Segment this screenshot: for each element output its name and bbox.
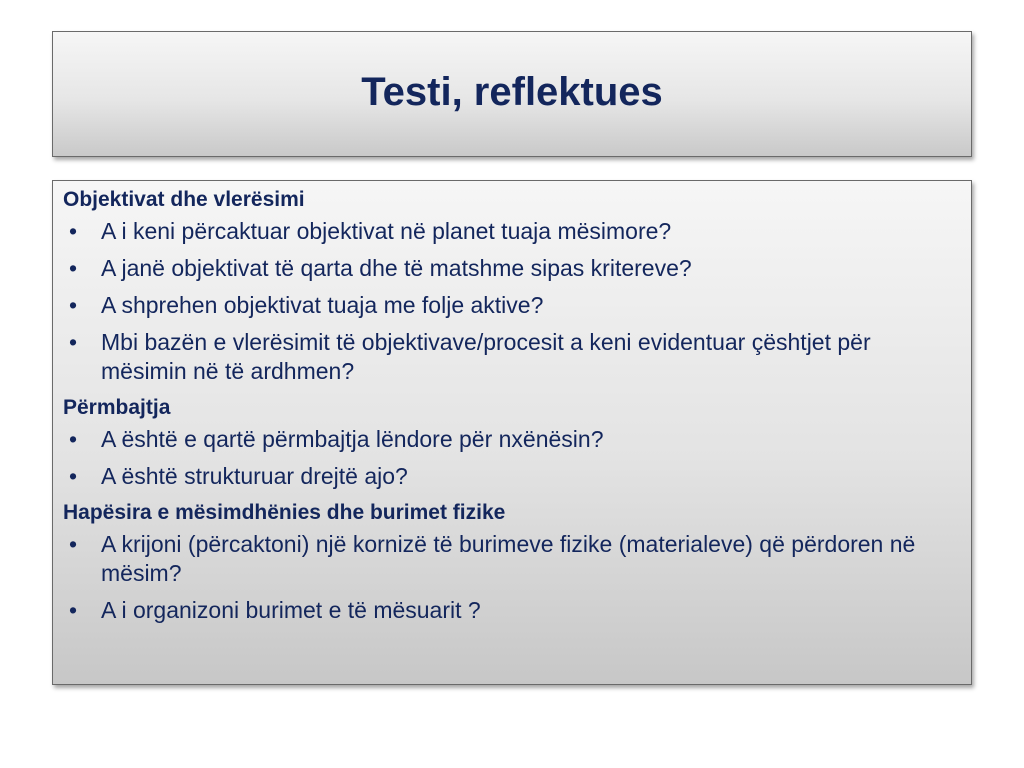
slide-content-box bbox=[52, 180, 972, 685]
slide-title: Testi, reflektues bbox=[361, 69, 663, 114]
bullet-icon: • bbox=[68, 218, 78, 244]
bullet-icon: • bbox=[68, 597, 78, 623]
objectives-list bbox=[63, 217, 957, 386]
section-heading-objectives: Objektivat dhe vlerësimi bbox=[63, 188, 305, 211]
bullet-icon: • bbox=[68, 329, 78, 355]
slide-title-box bbox=[52, 31, 972, 157]
list-item-text: A janë objektivat të qarta dhe të matshme sipas kritereve? bbox=[101, 255, 692, 281]
list-item-text: A është strukturuar drejtë ajo? bbox=[101, 463, 408, 489]
section-heading-content: Përmbajtja bbox=[63, 396, 171, 419]
bullet-icon: • bbox=[68, 463, 78, 489]
section-heading-resources: Hapësira e mësimdhënies dhe burimet fizike bbox=[63, 501, 506, 524]
resources-list bbox=[63, 530, 957, 625]
list-item bbox=[63, 462, 957, 491]
bullet-icon: • bbox=[68, 531, 78, 557]
list-item-text: A shprehen objektivat tuaja me folje aktive? bbox=[101, 292, 544, 318]
list-item-text: Mbi bazën e vlerësimit të objektivave/procesit a keni evidentuar çështjet për mësimin në të ardhmen? bbox=[101, 329, 871, 384]
list-item-text: A është e qartë përmbajtja lëndore për nxënësin? bbox=[101, 426, 604, 452]
list-item bbox=[63, 596, 957, 625]
list-item bbox=[63, 328, 957, 386]
list-item bbox=[63, 217, 957, 246]
list-item bbox=[63, 530, 957, 588]
list-item-text: A i organizoni burimet e të mësuarit ? bbox=[101, 597, 481, 623]
list-item bbox=[63, 291, 957, 320]
list-item-text: A i keni përcaktuar objektivat në planet tuaja mësimore? bbox=[101, 218, 672, 244]
list-item bbox=[63, 425, 957, 454]
bullet-icon: • bbox=[68, 292, 78, 318]
bullet-icon: • bbox=[68, 255, 78, 281]
list-item-text: A krijoni (përcaktoni) një kornizë të burimeve fizike (materialeve) që përdoren në mësim? bbox=[101, 531, 916, 586]
bullet-icon: • bbox=[68, 426, 78, 452]
list-item bbox=[63, 254, 957, 283]
content-list bbox=[63, 425, 957, 491]
